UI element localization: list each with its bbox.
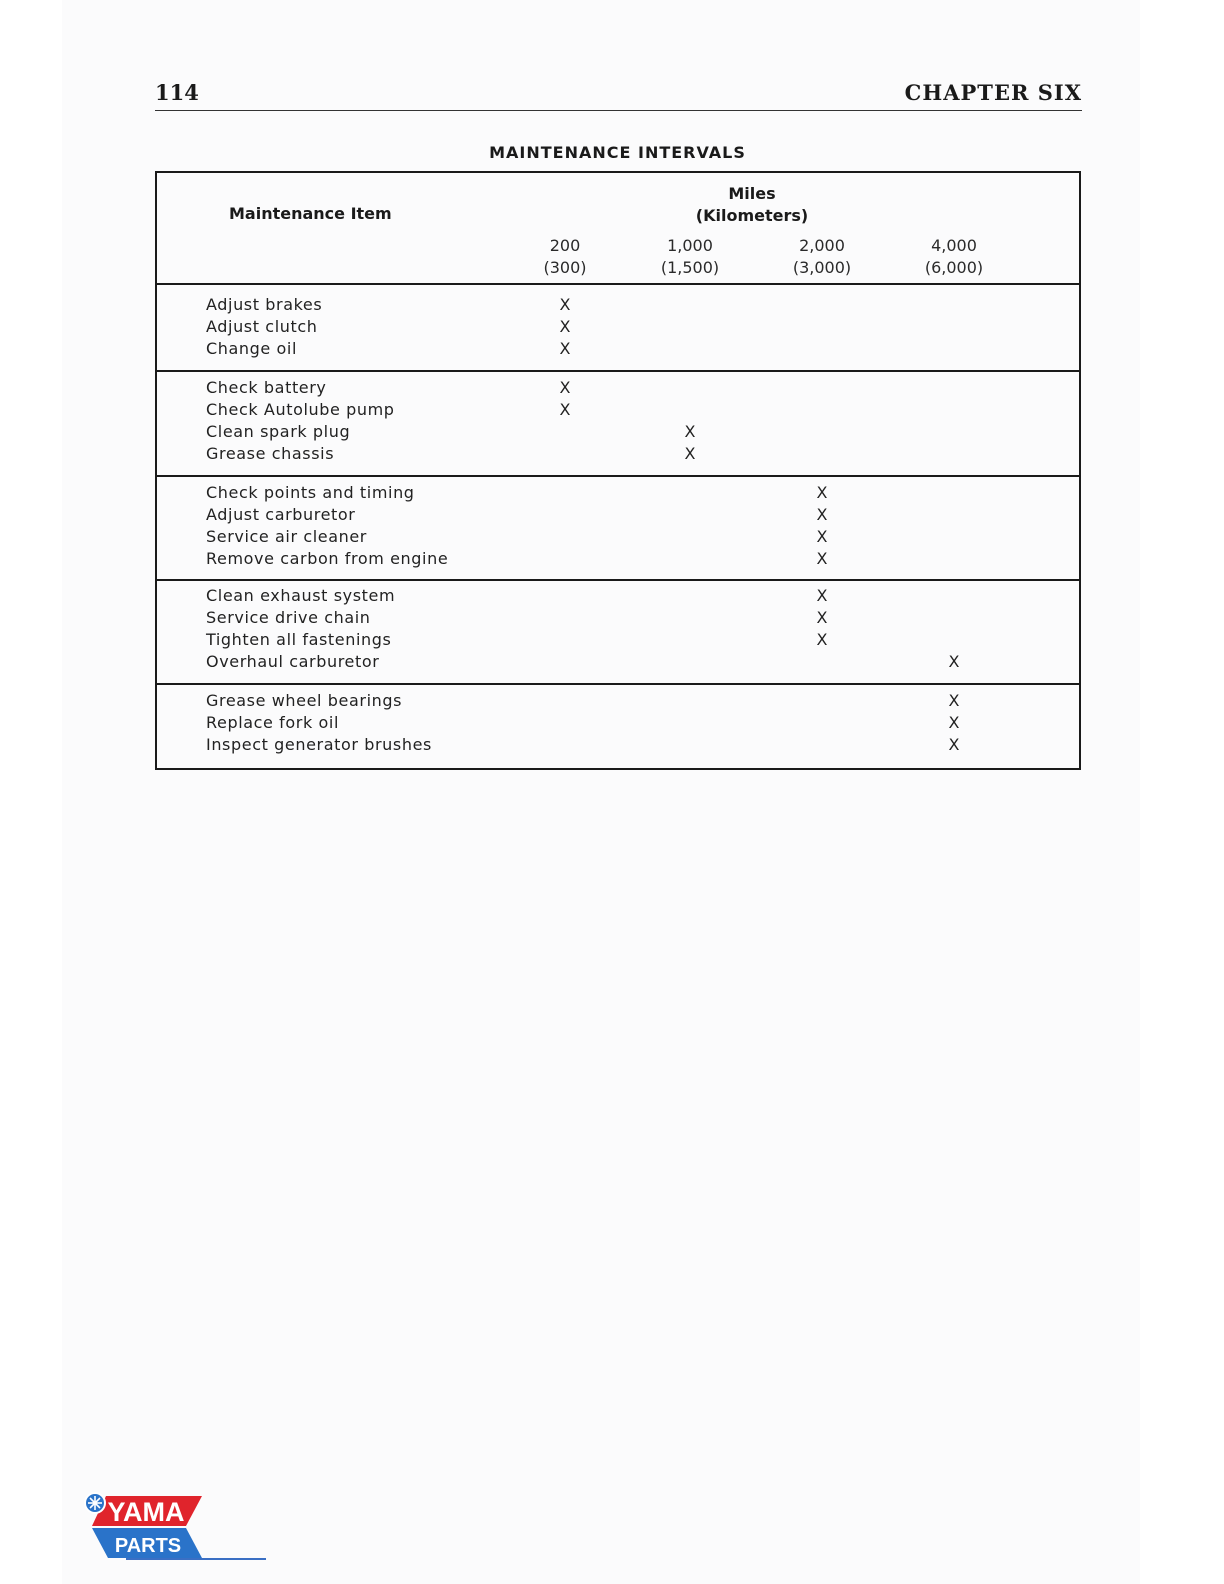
table-row — [157, 608, 1079, 630]
interval-kilometers: (1,500) — [660, 258, 720, 277]
group-divider — [157, 370, 1079, 372]
maintenance-item-label: Service air cleaner — [206, 527, 367, 546]
yamaparts-logo — [82, 1490, 282, 1566]
maintenance-item-label: Tighten all fastenings — [206, 630, 392, 649]
interval-check-mark: X — [559, 400, 571, 419]
table-title: MAINTENANCE INTERVALS — [489, 143, 746, 162]
maintenance-table — [155, 171, 1081, 770]
table-row — [157, 339, 1079, 361]
interval-miles: 2,000 — [799, 236, 845, 255]
interval-check-mark: X — [948, 652, 960, 671]
table-row — [157, 317, 1079, 339]
table-row — [157, 713, 1079, 735]
interval-check-mark: X — [559, 317, 571, 336]
miles-header-label: Miles — [728, 184, 776, 203]
interval-column-header — [505, 235, 625, 279]
interval-miles: 4,000 — [931, 236, 977, 255]
maintenance-item-label: Adjust clutch — [206, 317, 318, 336]
table-row — [157, 735, 1079, 757]
interval-kilometers: (3,000) — [792, 258, 852, 277]
miles-header — [627, 183, 877, 227]
maintenance-item-label: Grease chassis — [206, 444, 335, 463]
group-divider — [157, 475, 1079, 477]
maintenance-item-label: Adjust brakes — [206, 295, 323, 314]
interval-check-mark: X — [816, 483, 828, 502]
maintenance-item-header: Maintenance Item — [229, 204, 392, 223]
table-row — [157, 378, 1079, 400]
header-rule — [155, 110, 1082, 111]
interval-kilometers: (300) — [543, 258, 587, 277]
table-row — [157, 400, 1079, 422]
table-row — [157, 527, 1079, 549]
logo-bottom-text: PARTS — [114, 1535, 182, 1557]
maintenance-item-label: Check battery — [206, 378, 327, 397]
interval-check-mark: X — [816, 586, 828, 605]
group-divider — [157, 683, 1079, 685]
maintenance-item-label: Check Autolube pump — [206, 400, 395, 419]
maintenance-item-label: Service drive chain — [206, 608, 371, 627]
group-divider — [157, 579, 1079, 581]
maintenance-item-label: Clean spark plug — [206, 422, 351, 441]
table-row — [157, 652, 1079, 674]
table-row — [157, 691, 1079, 713]
table-row — [157, 295, 1079, 317]
interval-check-mark: X — [559, 339, 571, 358]
maintenance-item-label: Clean exhaust system — [206, 586, 396, 605]
maintenance-item-label: Inspect generator brushes — [206, 735, 432, 754]
interval-check-mark: X — [948, 735, 960, 754]
interval-miles: 1,000 — [667, 236, 713, 255]
interval-column-header — [894, 235, 1014, 279]
interval-check-mark: X — [816, 527, 828, 546]
logo-underline — [126, 1558, 266, 1560]
interval-check-mark: X — [684, 444, 696, 463]
interval-column-header — [630, 235, 750, 279]
interval-miles: 200 — [549, 236, 581, 255]
maintenance-item-label: Grease wheel bearings — [206, 691, 403, 710]
maintenance-item-label: Remove carbon from engine — [206, 549, 449, 568]
page-number: 114 — [155, 80, 199, 105]
maintenance-item-label: Adjust carburetor — [206, 505, 356, 524]
maintenance-item-label: Check points and timing — [206, 483, 415, 502]
header-divider — [157, 283, 1079, 285]
interval-check-mark: X — [559, 378, 571, 397]
table-row — [157, 549, 1079, 571]
interval-check-mark: X — [816, 630, 828, 649]
table-row — [157, 422, 1079, 444]
maintenance-item-label: Change oil — [206, 339, 298, 358]
table-row — [157, 586, 1079, 608]
interval-column-header — [762, 235, 882, 279]
interval-check-mark: X — [684, 422, 696, 441]
chapter-title: CHAPTER SIX — [904, 80, 1082, 105]
interval-check-mark: X — [816, 505, 828, 524]
kilometers-header-label: (Kilometers) — [695, 206, 809, 225]
interval-kilometers: (6,000) — [924, 258, 984, 277]
interval-check-mark: X — [559, 295, 571, 314]
table-row — [157, 630, 1079, 652]
interval-check-mark: X — [948, 691, 960, 710]
table-row — [157, 444, 1079, 466]
table-row — [157, 505, 1079, 527]
interval-check-mark: X — [816, 549, 828, 568]
interval-check-mark: X — [948, 713, 960, 732]
logo-top-text: YAMA — [107, 1497, 185, 1527]
maintenance-item-label: Overhaul carburetor — [206, 652, 380, 671]
interval-check-mark: X — [816, 608, 828, 627]
maintenance-item-label: Replace fork oil — [206, 713, 340, 732]
table-row — [157, 483, 1079, 505]
logo-tuning-fork-icon — [88, 1496, 102, 1510]
